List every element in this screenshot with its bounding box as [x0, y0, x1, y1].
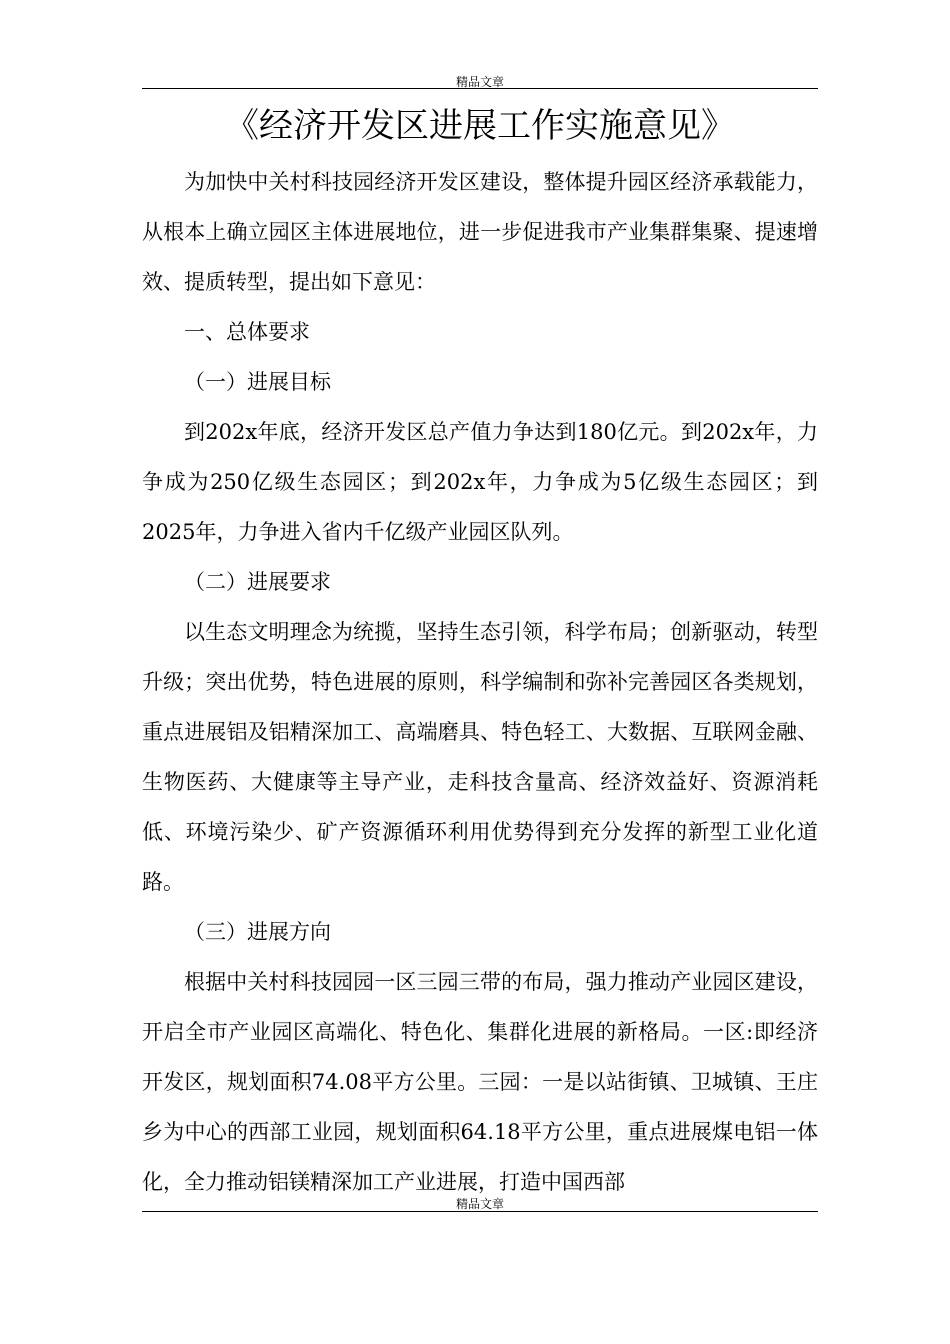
requirements-paragraph: 以生态文明理念为统揽，坚持生态引领，科学布局；创新驱动，转型升级；突出优势，特色进展的原则，科学编制和弥补完善园区各类规划，重点进展铝及铝精深加工、高端磨具、特色轻工、大数据、互联网金融、生物医药、大健康等主导产业，走科技含量高、经济效益好、资源消耗低、环境污染少、矿产资源循环利用优势得到充分发挥的新型工业化道路。: [142, 620, 818, 894]
subsection-heading-direction: （三）进展方向: [184, 920, 331, 944]
subsection-heading-requirements: （二）进展要求: [184, 570, 331, 594]
document-title: 《经济开发区进展工作实施意见》: [225, 106, 735, 146]
subsection-heading-goals: （一）进展目标: [184, 370, 331, 394]
header-divider: [142, 88, 818, 89]
document-body: [142, 157, 818, 1207]
footer-divider: [142, 1211, 818, 1212]
goals-paragraph: 到202x年底，经济开发区总产值力争达到180亿元。到202x年，力争成为250亿级生态园区；到202x年，力争成为5亿级生态园区；到2025年，力争进入省内千亿级产业园区队列。: [142, 420, 818, 544]
intro-paragraph: 为加快中关村科技园经济开发区建设，整体提升园区经济承载能力，从根本上确立园区主体进展地位，进一步促进我市产业集群集聚、提速增效、提质转型，提出如下意见：: [142, 170, 818, 294]
direction-paragraph: 根据中关村科技园园一区三园三带的布局，强力推动产业园区建设，开启全市产业园区高端化、特色化、集群化进展的新格局。一区:即经济开发区，规划面积74.08平方公里。三园：一是以站街镇、卫城镇、王庄乡为中心的西部工业园，规划面积64.18平方公里，重点进展煤电铝一体化，全力推动铝镁精深加工产业进展，打造中国西部: [142, 970, 818, 1194]
running-footer: 精品文章: [455, 1197, 504, 1211]
running-header: 精品文章: [455, 75, 504, 89]
section-heading-general-requirements: 一、总体要求: [184, 320, 310, 344]
